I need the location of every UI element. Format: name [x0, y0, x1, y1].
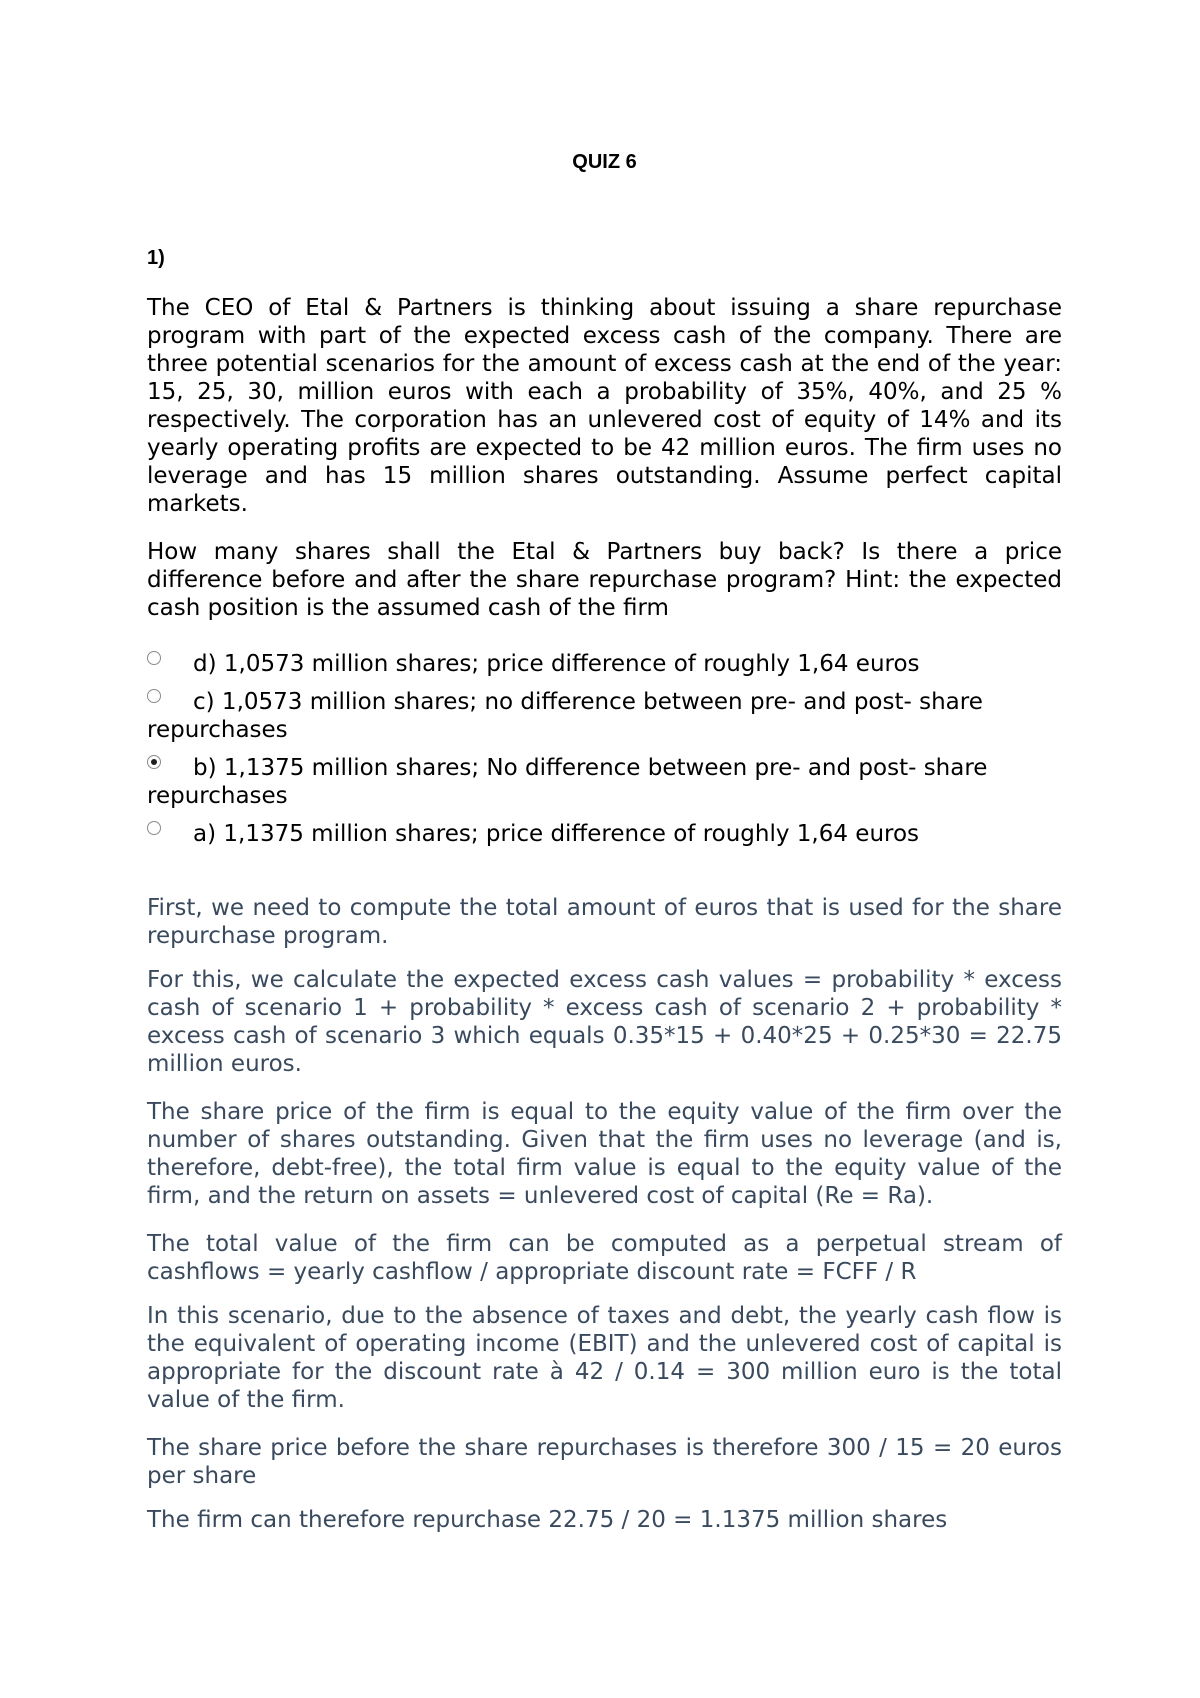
- question-text: The CEO of Etal & Partners is thinking about issuing a share repurchase program with part of the expected excess cash of the company. There are three potential scenarios for the amount of excess cash at the end of the year: 15, 25, 30, million euros with each a probability of 35%, 40%, and 25 % respectively. The corporation has an unlevered cost of equity of 14% and its yearly operating profits are expected to be 42 million euros. The firm uses no leverage and has 15 million shares outstanding. Assume perfect capital markets.: [147, 295, 1062, 517]
- answer-paragraph-3: The share price of the firm is equal to the equity value of the firm over the number of shares outstanding. Given that the firm uses no leverage (and is, therefore, debt-free), the total firm value is equal to the equity value of the firm, and the return on assets = unlevered cost of capital (Re = Ra).: [147, 1099, 1062, 1209]
- answer-paragraph-5: In this scenario, due to the absence of taxes and debt, the yearly cash flow is the equivalent of operating income (EBIT) and the unlevered cost of capital is appropriate for the discount rate à 42 / 0.14 = 300 million euro is the total value of the firm.: [147, 1303, 1062, 1413]
- option-a[interactable]: [147, 820, 1062, 848]
- radio-option-c[interactable]: [147, 689, 161, 703]
- answer-paragraph-6: The share price before the share repurchases is therefore 300 / 15 = 20 euros per share: [147, 1435, 1062, 1489]
- question-prompt: How many shares shall the Etal & Partners buy back? Is there a price difference before and after the share repurchase program? Hint: the expected cash position is the assumed cash of the firm: [147, 539, 1062, 621]
- option-c-label: c) 1,0573 million shares; no difference between pre- and post- share repurchases: [147, 689, 983, 743]
- radio-option-b-selected[interactable]: [147, 755, 161, 769]
- option-d-label: d) 1,0573 million shares; price difference of roughly 1,64 euros: [193, 651, 920, 677]
- question-number: 1): [147, 247, 165, 269]
- radio-option-a[interactable]: [147, 821, 161, 835]
- answer-paragraph-2: For this, we calculate the expected excess cash values = probability * excess cash of scenario 1 + probability * excess cash of scenario 2 + probability * excess cash of scenario 3 which equals 0.35*15 + 0.40*25 + 0.25*30 = 22.75 million euros.: [147, 967, 1062, 1077]
- option-d[interactable]: [147, 650, 1062, 678]
- option-c[interactable]: [147, 688, 1062, 744]
- answer-paragraph-4: The total value of the firm can be computed as a perpetual stream of cashflows = yearly cashflow / appropriate discount rate = FCFF / R: [147, 1231, 1062, 1285]
- option-b[interactable]: [147, 754, 1062, 810]
- quiz-title: QUIZ 6: [572, 151, 637, 173]
- option-a-label: a) 1,1375 million shares; price difference of roughly 1,64 euros: [193, 821, 920, 847]
- answer-paragraph-7: The firm can therefore repurchase 22.75 / 20 = 1.1375 million shares: [147, 1507, 948, 1533]
- option-b-label: b) 1,1375 million shares; No difference between pre- and post- share repurchases: [147, 755, 988, 809]
- radio-option-d[interactable]: [147, 651, 161, 665]
- answer-paragraph-1: First, we need to compute the total amount of euros that is used for the share repurchase program.: [147, 895, 1062, 949]
